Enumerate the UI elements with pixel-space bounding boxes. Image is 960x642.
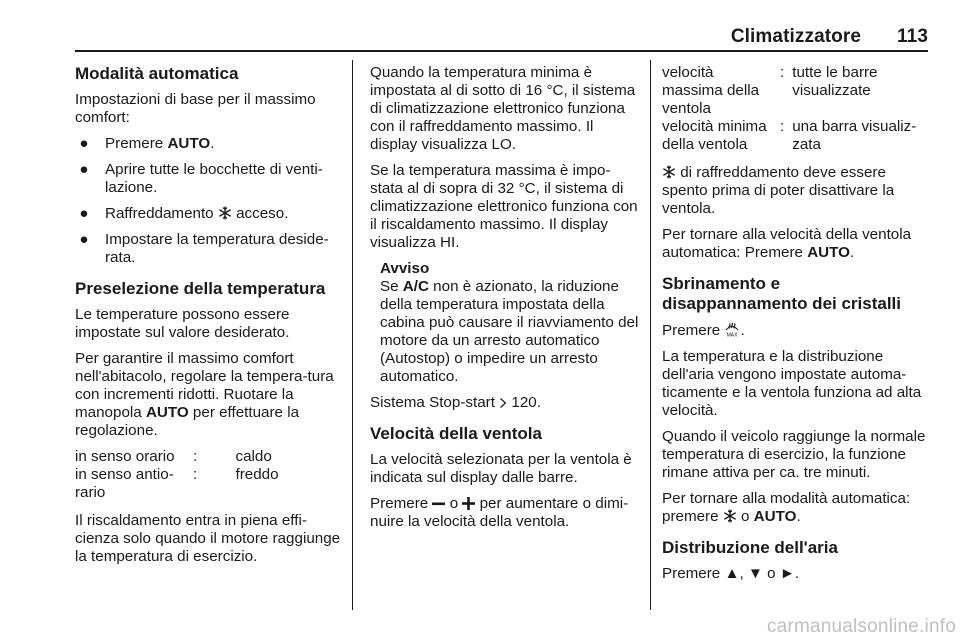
paragraph-temperatures: Le temperature possono essere impostate sul valore desiderato. [75,306,290,341]
heading-defrost: Sbrinamento e disappannamento dei cristalli [662,274,902,313]
watermark: carmanualsonline.info [766,616,956,637]
table-row: in senso antio-rario : freddo [75,466,279,501]
table-row: in senso orario : caldo [75,448,272,465]
table-row: velocità minima della ventola : una barra visualiz-zata [662,118,917,153]
heading-temp-preselection: Preselezione della temperatura [75,279,326,298]
column-2 [370,64,640,539]
rotation-table [75,448,343,502]
heading-fan-speed: Velocità della ventola [370,424,542,443]
paragraph-comfort: Per garantire il massimo comfort nell'abitacolo, regolare la tempera-tura con incrementi ridotti. Ruotare la manopola AUTO per effettuare la regolazione. [75,350,334,439]
page-title: Climatizzatore [730,26,862,47]
snowflake-icon [662,165,676,179]
paragraph-reach-temp: Quando il veicolo raggiunge la normale temperatura di esercizio, la funzione rimane attiva per ca. tre minuti. [662,428,926,481]
paragraph-distribution: La temperatura e la distribuzione dell'aria vengono impostate automa-ticamente e la ventola funziona ad alta velocità. [662,348,922,419]
list-item: ● Premere AUTO. [79,135,215,152]
minus-icon [432,498,445,510]
paragraph-base-settings: Impostazioni di base per il massimo comfort: [75,91,316,126]
paragraph-fan-press: Premere o per aumentare o dimi-nuire la velocità della ventola. [370,495,629,530]
column-1 [75,64,343,574]
paragraph-defrost-press: Premere MAX . [662,322,745,339]
paragraph-stop-start: Sistema Stop-start 120. [370,394,541,411]
list-item: ● Raffreddamento acceso. [79,205,289,222]
heading-air-distribution: Distribuzione dell'aria [662,538,838,557]
paragraph-high-temp: Se la temperatura massima è impo-stata al di sopra di 32 °C, il sistema di climatizzazione elettronico funziona con il riscaldamento massimo. Il display visualizza HI. [370,162,638,251]
page-number: 113 [897,26,928,47]
snowflake-icon [723,509,737,523]
bullet-list [75,135,343,267]
page-header [0,26,928,56]
header-rule [75,50,928,52]
paragraph-low-temp: Quando la temperatura minima è impostata al di sotto di 16 °C, il sistema di climatizzazione elettronico funziona con il raffreddamento massimo. Il display visualizza LO. [370,64,636,153]
plus-icon [462,497,475,510]
paragraph-fan-display: La velocità selezionata per la ventola è indicata sul display dalle barre. [370,451,632,486]
column-divider-2 [650,60,651,610]
list-item: ● Aprire tutte le bocchette di venti-lazione. [79,161,323,196]
column-divider-1 [352,60,353,610]
paragraph-cooling-off: di raffreddamento deve essere spento prima di poter disattivare la ventola. [662,164,895,217]
page-reference-icon [499,397,507,409]
snowflake-icon [218,206,232,220]
paragraph-fan-auto: Per tornare alla velocità della ventola automatica: Premere AUTO. [662,226,912,261]
notice-title: Avviso [380,260,430,277]
paragraph-heating: Il riscaldamento entra in piena effi-cienza solo quando il motore raggiunge la temperatura di esercizio. [75,512,341,565]
list-item: ● Impostare la temperatura deside-rata. [79,231,329,266]
column-3 [662,64,928,591]
defrost-max-icon [724,321,740,337]
paragraph-air-press: Premere ▲, ▼ o ►. [662,565,800,582]
table-row: velocità massima della ventola : tutte le barre visualizzate [662,64,878,117]
paragraph-auto-mode-return: Per tornare alla modalità automatica: premere o AUTO. [662,490,911,525]
heading-auto-mode: Modalità automatica [75,64,239,83]
svg-text:MAX: MAX [727,332,738,337]
fan-speed-table [662,64,928,154]
notice-text: Se A/C non è azionato, la riduzione della temperatura impostata della cabina può causare il riavviamento del motore da un arresto automatico (Autostop) o impedire un arresto automatico. [380,278,639,385]
notice-box [370,260,640,386]
